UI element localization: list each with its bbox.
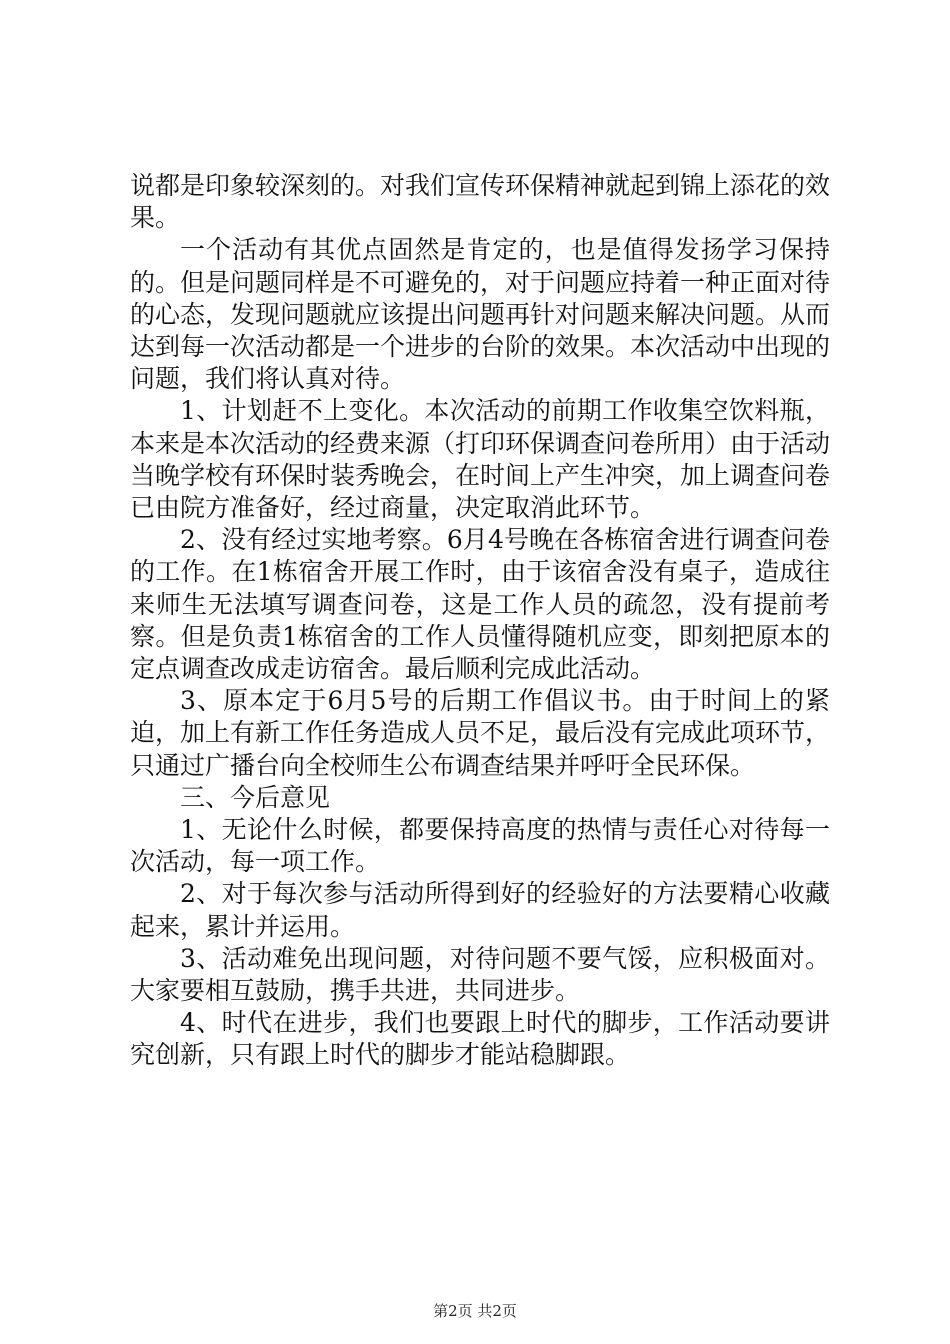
paragraph-issue-1: 1、计划赶不上变化。本次活动的前期工作收集空饮料瓶，本来是本次活动的经费来源（打印环保调查问卷所用）由于活动当晚学校有环保时装秀晚会，在时间上产生冲突，加上调查问卷已由院方准备好，经过商量，决定取消此环节。 (130, 396, 831, 523)
paragraph-suggestion-4: 4、时代在进步，我们也要跟上时代的脚步，工作活动要讲究创新，只有跟上时代的脚步才能站稳脚跟。 (130, 1008, 830, 1070)
paragraph-suggestion-3: 3、活动难免出现问题，对待问题不要气馁，应积极面对。大家要相互鼓励，携手共进，共同进步。 (130, 943, 830, 1006)
paragraph-issue-2: 2、没有经过实地考察。6月4号晚在各栋宿舍进行调查问卷的工作。在1栋宿舍开展工作时，由于该宿舍没有桌子，造成往来师生无法填写调查问卷，这是工作人员的疏忽，没有提前考察。但是负责1栋宿舍的工作人员懂得随机应变，即刻把原本的定点调查改成走访宿舍。最后顺利完成此活动。 (130, 525, 830, 684)
document-body (130, 170, 830, 1072)
section-heading-suggestions: 三、今后意见 (180, 782, 331, 812)
paragraph-issue-3: 3、原本定于6月5号的后期工作倡议书。由于时间上的紧迫，加上有新工作任务造成人员不足，最后没有完成此项环节，只通过广播台向全校师生公布调查结果并呼吁全民环保。 (130, 686, 831, 780)
page-number-footer: 第2页 共2页 (433, 1302, 517, 1320)
paragraph-suggestion-1: 1、无论什么时候，都要保持高度的热情与责任心对待每一次活动，每一项工作。 (130, 815, 830, 877)
paragraph-suggestion-2: 2、对于每次参与活动所得到好的经验好的方法要精心收藏起来，累计并运用。 (130, 879, 830, 941)
paragraph-intro-issues: 一个活动有其优点固然是肯定的，也是值得发扬学习保持的。但是问题同样是不可避免的，对于问题应持着一种正面对待的心态，发现问题就应该提出问题再针对问题来解决问题。从而达到每一次活动都是一个进步的台阶的效果。本次活动中出现的问题，我们将认真对待。 (130, 235, 831, 394)
paragraph-continuation: 说都是印象较深刻的。对我们宣传环保精神就起到锦上添花的效果。 (130, 171, 831, 233)
